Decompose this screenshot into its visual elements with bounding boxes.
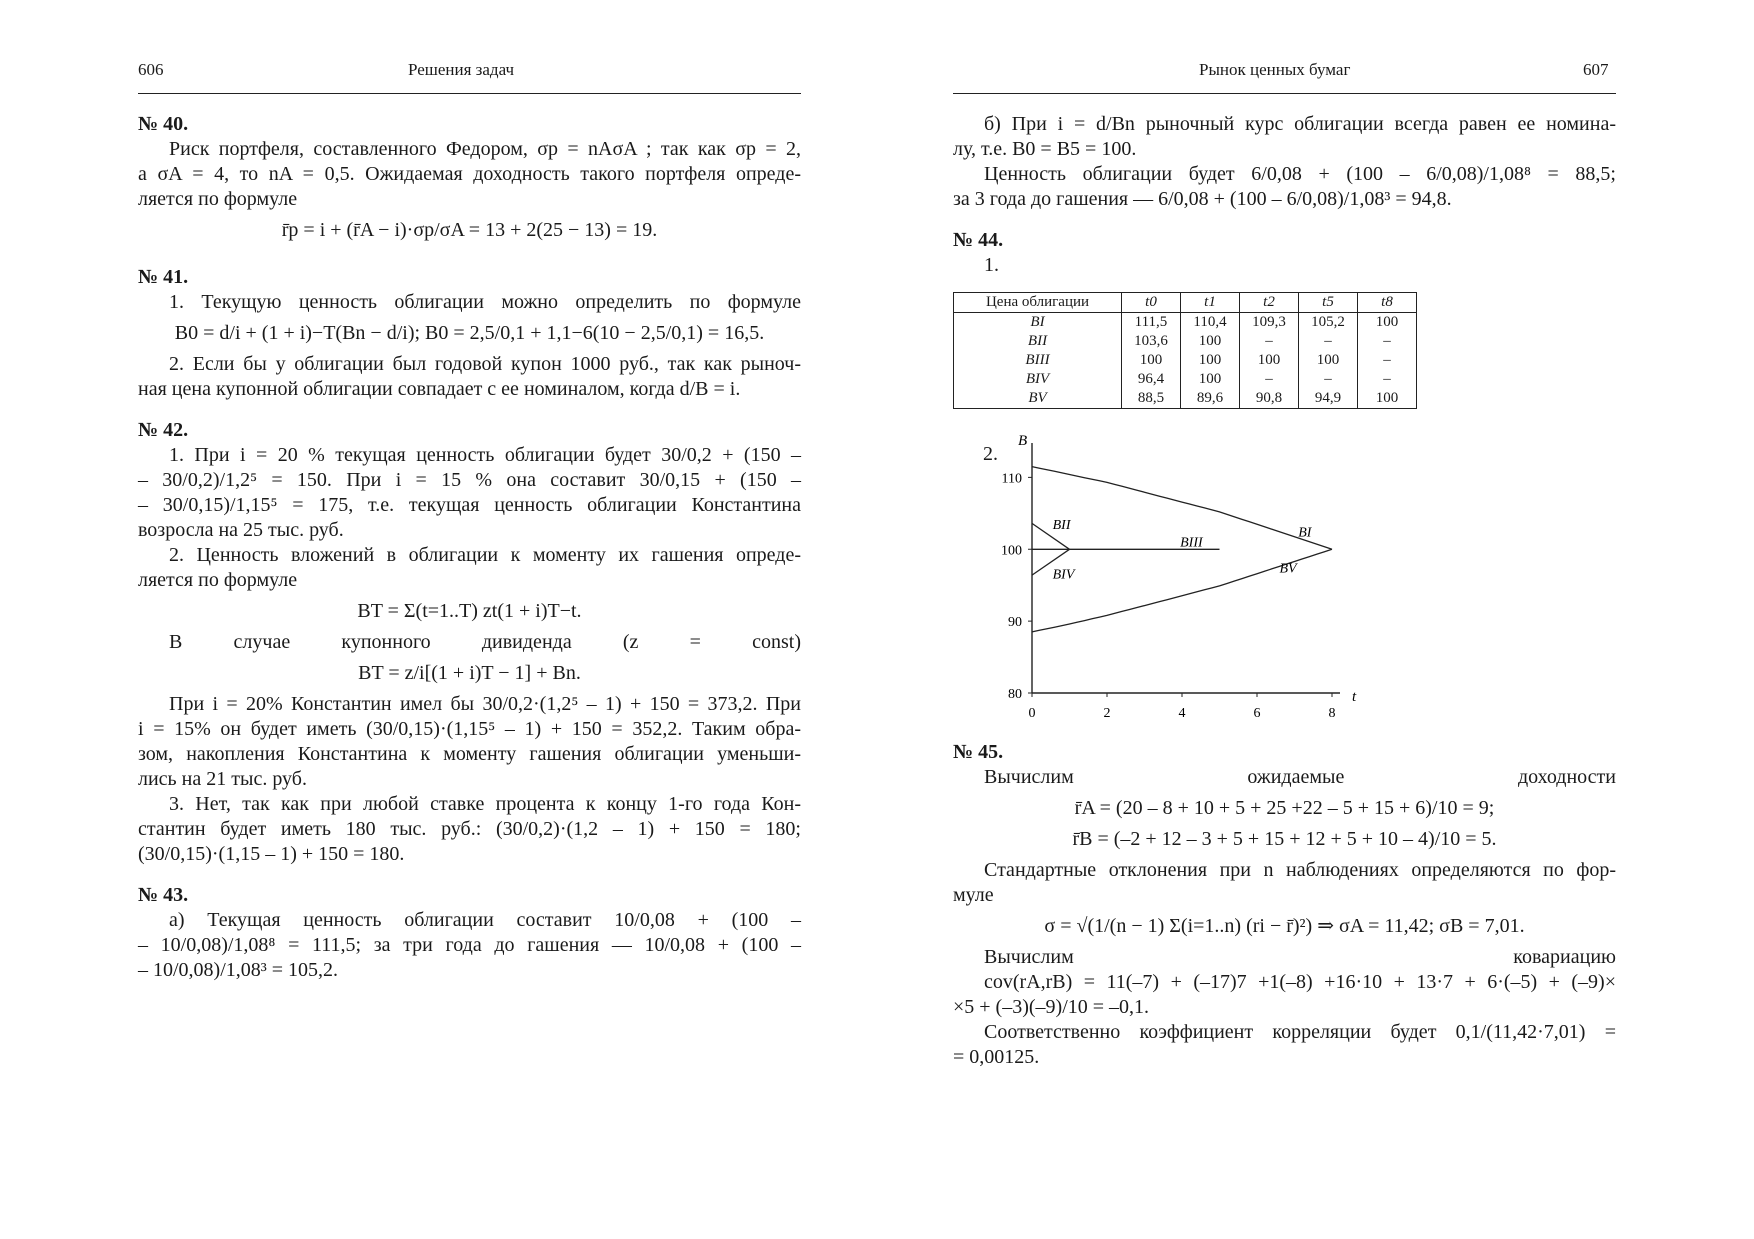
table-cell: 88,5 (1122, 389, 1181, 409)
table-row (954, 370, 1417, 389)
table-cell: – (1240, 332, 1299, 351)
header-rule (138, 93, 801, 94)
paragraph-line: В случае купонного дивиденда (z = const) (169, 631, 801, 653)
table-cell: 105,2 (1299, 313, 1358, 333)
table-row (954, 389, 1417, 409)
paragraph-line: за 3 года до гашения — 6/0,08 + (100 – 6/0,08)/1,08³ = 94,8. (953, 188, 1452, 210)
x-tick-label: 0 (1028, 706, 1036, 721)
table-cell: 89,6 (1181, 389, 1240, 409)
table-cell: 100 (1358, 389, 1417, 409)
table-row (954, 351, 1417, 370)
table-cell: – (1299, 370, 1358, 389)
table-cell: BI (954, 313, 1122, 333)
table-cell: – (1358, 332, 1417, 351)
table-cell: 100 (1240, 351, 1299, 370)
table-header-cell: t0 (1122, 293, 1181, 313)
paragraph-line: ×5 + (–3)(–9)/10 = –0,1. (953, 996, 1150, 1018)
formula: B0 = d/i + (1 + i)−T(Bn − d/i); B0 = 2,5/0,1 + 1,1−6(10 − 2,5/0,1) = 16,5. (174, 322, 765, 344)
paragraph-line: Вычислим ожидаемые доходности (984, 766, 1616, 788)
paragraph-line: 3. Нет, так как при любой ставке процента к концу 1-го года Кон- (169, 793, 801, 815)
x-axis-label: t (1352, 689, 1357, 705)
paragraph-line: 2. Если бы у облигации был годовой купон 1000 руб., так как рыноч- (169, 353, 801, 375)
table-cell: – (1358, 351, 1417, 370)
paragraph-line: – 30/0,2)/1,2⁵ = 150. При i = 15 % она составит 30/0,15 + (150 – (138, 469, 801, 491)
paragraph-line: ляется по формуле (138, 188, 298, 210)
paragraph-line: Вычислим ковариацию (984, 946, 1616, 968)
section-gap (138, 249, 801, 265)
right-page-bottom-text (953, 740, 1616, 1070)
table-cell: BIII (954, 351, 1122, 370)
x-tick-label: 2 (1103, 706, 1111, 721)
paragraph-line: ная цена купонной облигации совпадает с ее номиналом, когда d/B = i. (138, 378, 741, 400)
paragraph-line: 1. При i = 20 % текущая ценность облигации будет 30/0,2 + (150 – (169, 444, 801, 466)
paragraph-line: муле (953, 884, 994, 906)
paragraph-line: б) При i = d/Bn рыночный курс облигации всегда равен ее номина- (984, 113, 1616, 135)
paragraph-line: лись на 21 тыс. руб. (138, 768, 307, 790)
y-axis-label: B (1018, 433, 1028, 449)
paragraph-line: а) Текущая ценность облигации составит 10/0,08 + (100 – (169, 909, 801, 931)
section-gap (138, 867, 801, 883)
paragraph-line: Ценность облигации будет 6/0,08 + (100 – 6/0,08)/1,08⁸ = 88,5; (984, 163, 1616, 185)
table-cell: 94,9 (1299, 389, 1358, 409)
table-row (954, 332, 1417, 351)
paragraph-line: При i = 20% Константин имел бы 30/0,2·(1,2⁵ – 1) + 150 = 373,2. При (169, 693, 801, 715)
series-label: BIV (1052, 567, 1075, 583)
problem-heading: № 43. (138, 884, 189, 906)
x-tick-label: 4 (1178, 706, 1186, 721)
page-number: 606 (138, 60, 164, 79)
paragraph-line: стантин будет иметь 180 тыс. руб.: (30/0,2)·(1,2 – 1) + 150 = 180; (138, 818, 801, 840)
paragraph-line: 1. (984, 254, 999, 276)
section-gap (953, 212, 1616, 228)
table-header-row (954, 293, 1417, 313)
problem-heading: № 44. (953, 229, 1004, 251)
table-header-cell: t5 (1299, 293, 1358, 313)
table-header-cell: t8 (1358, 293, 1417, 313)
formula: r̄p = i + (r̄A − i)·σp/σA = 13 + 2(25 − 13) = 19. (281, 219, 658, 241)
paragraph-line: – 30/0,15)/1,15⁵ = 175, т.е. текущая ценность облигации Константина (138, 494, 801, 516)
table-cell: BV (954, 389, 1122, 409)
table-row (954, 313, 1417, 333)
series-label: BIII (1180, 535, 1203, 551)
problem-heading: № 40. (138, 113, 189, 135)
table-cell: 100 (1299, 351, 1358, 370)
table-cell: 100 (1181, 351, 1240, 370)
x-tick-label: 8 (1328, 706, 1336, 721)
formula: r̄B = (–2 + 12 – 3 + 5 + 15 + 12 + 5 + 10 – 4)/10 = 5. (1072, 828, 1497, 850)
table-cell: 100 (1181, 332, 1240, 351)
table-cell: 90,8 (1240, 389, 1299, 409)
table-header-cell: Цена облигации (954, 293, 1122, 313)
chart-label: 2. (983, 443, 998, 465)
bond-price-chart (992, 433, 1357, 725)
paragraph-line: (30/0,15)·(1,15 – 1) + 150 = 180. (138, 843, 405, 865)
series-label: BII (1052, 518, 1071, 534)
table-cell: 103,6 (1122, 332, 1181, 351)
problem-heading: № 45. (953, 741, 1004, 763)
paragraph-line: Риск портфеля, составленного Федором, σp = nAσA ; так как σp = 2, (169, 138, 801, 160)
table-cell: – (1358, 370, 1417, 389)
paragraph-line: = 0,00125. (953, 1046, 1040, 1068)
paragraph-line: лу, т.е. B0 = B5 = 100. (953, 138, 1137, 160)
series-label: BV (1279, 561, 1297, 577)
table-cell: 100 (1358, 313, 1417, 333)
paragraph-line: – 10/0,08)/1,08⁸ = 111,5; за три года до гашения — 10/0,08 + (100 – (138, 934, 801, 956)
y-tick-label: 90 (1008, 615, 1022, 631)
y-tick-label: 110 (1001, 471, 1022, 487)
table-cell: 100 (1122, 351, 1181, 370)
formula: r̄A = (20 – 8 + 10 + 5 + 25 +22 – 5 + 15 + 6)/10 = 9; (1074, 797, 1495, 819)
paragraph-line: 2. Ценность вложений в облигации к моменту их гашения опреде- (169, 544, 801, 566)
table-cell: BII (954, 332, 1122, 351)
paragraph-line: Стандартные отклонения при n наблюдениях определяются по фор- (984, 859, 1616, 881)
paragraph-line: а σA = 4, то nA = 0,5. Ожидаемая доходность такого портфеля опреде- (138, 163, 801, 185)
right-page (877, 0, 1754, 1239)
formula: BT = Σ(t=1..T) zt(1 + i)T−t. (357, 600, 582, 622)
paragraph-line: – 10/0,08)/1,08³ = 105,2. (138, 959, 339, 981)
bond-price-table (953, 292, 1417, 409)
problem-heading: № 41. (138, 266, 189, 288)
paragraph-line: 1. Текущую ценность облигации можно определить по формуле (169, 291, 801, 313)
paragraph-line: возросла на 25 тыс. руб. (138, 519, 344, 541)
right-page-top-text (953, 112, 1616, 278)
x-tick-label: 6 (1253, 706, 1261, 721)
y-tick-label: 80 (1008, 687, 1022, 702)
running-head: Рынок ценных бумаг (1199, 60, 1351, 79)
table-header-cell: t2 (1240, 293, 1299, 313)
table-cell: – (1299, 332, 1358, 351)
table-cell: 109,3 (1240, 313, 1299, 333)
running-head: Решения задач (408, 60, 515, 79)
paragraph-line: ляется по формуле (138, 569, 298, 591)
paragraph-line: Соответственно коэффициент корреляции будет 0,1/(11,42·7,01) = (984, 1021, 1616, 1043)
formula: σ = √(1/(n − 1) Σ(i=1..n) (ri − r̄)²) ⇒ σA = 11,42; σB = 7,01. (1044, 915, 1525, 937)
table-cell: 96,4 (1122, 370, 1181, 389)
y-tick-label: 100 (1001, 543, 1022, 559)
table-cell: – (1240, 370, 1299, 389)
left-page-body (138, 112, 801, 983)
table-header-cell: t1 (1181, 293, 1240, 313)
table-cell: 111,5 (1122, 313, 1181, 333)
paragraph-line: зом, накопления Константина к моменту гашения облигации уменьши- (138, 743, 801, 765)
table-cell: BIV (954, 370, 1122, 389)
section-gap (138, 402, 801, 418)
series-label: BI (1298, 525, 1312, 541)
problem-heading: № 42. (138, 419, 189, 441)
page-number: 607 (1583, 60, 1609, 79)
formula: BT = z/i[(1 + i)T − 1] + Bn. (358, 662, 581, 684)
table-cell: 100 (1181, 370, 1240, 389)
paragraph-line: i = 15% он будет иметь (30/0,15)·(1,15⁵ – 1) + 150 = 352,2. Таким обра- (138, 718, 801, 740)
table-cell: 110,4 (1181, 313, 1240, 333)
paragraph-line: cov(rA,rB) = 11(–7) + (–17)7 +1(–8) +16·10 + 13·7 + 6·(–5) + (–9)× (984, 971, 1616, 993)
header-rule (953, 93, 1616, 94)
